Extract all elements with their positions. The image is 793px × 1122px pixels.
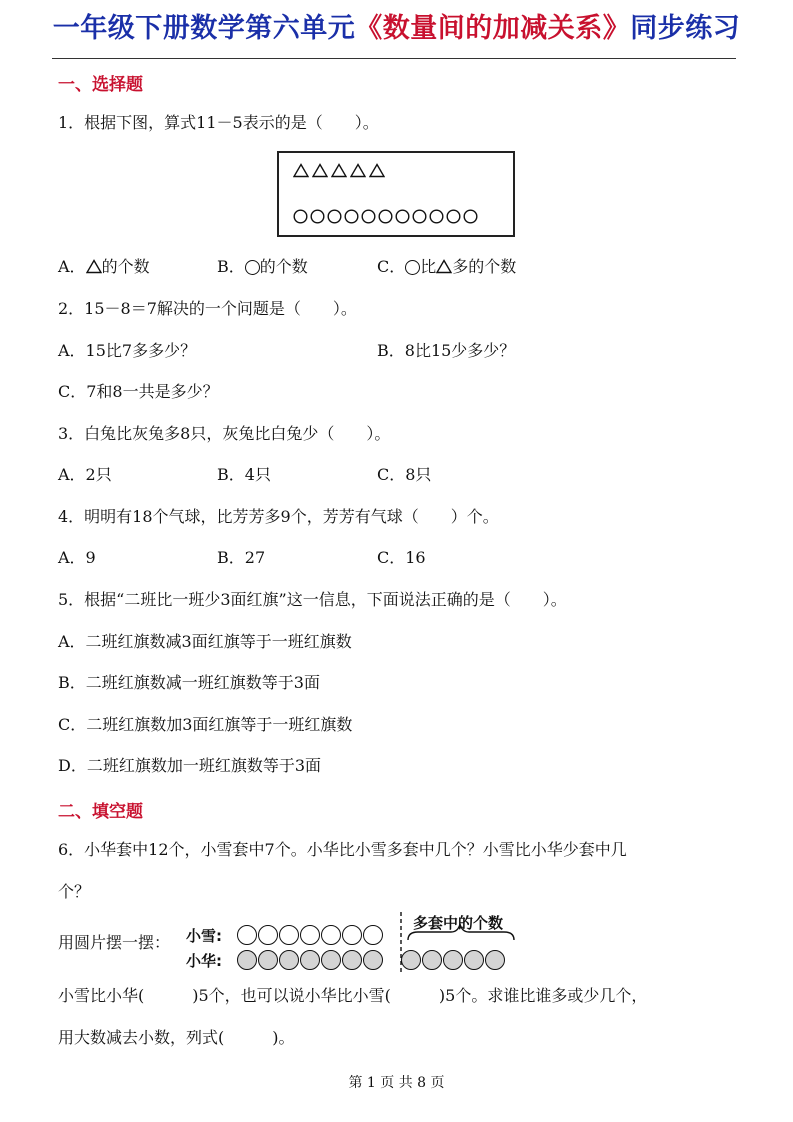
q4-option-c: C．16 (377, 548, 426, 567)
q1-figure (277, 151, 515, 237)
circle-icon (463, 209, 478, 224)
q1-c-text: 多的个数 (452, 257, 517, 276)
q1-b-text: 的个数 (259, 257, 308, 276)
q2-option-a: A．15比7多多少？ (58, 341, 197, 360)
q2-stem: 2．15－8＝7解决的一个问题是（ ）。 (58, 299, 357, 318)
circle-icon (429, 209, 444, 224)
q6-xiaoxue-circles (237, 925, 383, 945)
circle-icon (310, 209, 325, 224)
q1-circle-row (293, 209, 478, 224)
q3-option-c: C．8只 (377, 465, 432, 484)
disc-icon (363, 925, 383, 945)
q1-a-prefix: A． (58, 257, 86, 276)
q5-option-d: D．二班红旗数加一班红旗数等于3面 (58, 756, 322, 775)
q1-option-c (377, 256, 516, 278)
q4-option-b: B．27 (217, 548, 266, 567)
q1-b-prefix: B． (217, 257, 245, 276)
q1-triangle-row (293, 163, 385, 178)
q1-c-prefix: C． (377, 257, 406, 276)
q1-c-mid: 比 (420, 257, 437, 276)
disc-icon (258, 925, 278, 945)
triangle-icon (369, 163, 385, 178)
triangle-icon (350, 163, 366, 178)
q1-option-a (58, 256, 150, 278)
circle-icon (395, 209, 410, 224)
q6-stem-line2: 个？ (58, 882, 91, 901)
disc-icon (321, 950, 341, 970)
circle-icon (293, 209, 308, 224)
q6-diagram-label: 用圆片摆一摆： (58, 933, 171, 952)
triangle-icon (293, 163, 309, 178)
q2-option-b: B．8比15少多少？ (377, 341, 516, 360)
page-title (0, 6, 793, 45)
title-part-1: 一年级下册数学第六单元 (52, 13, 356, 44)
q6-brace-label: 多套中的个数 (413, 914, 504, 932)
circle-icon (378, 209, 393, 224)
circle-icon (446, 209, 461, 224)
q3-option-a: A．2只 (58, 465, 112, 484)
disc-icon (321, 925, 341, 945)
disc-icon (237, 950, 257, 970)
q1-a-text: 的个数 (101, 257, 150, 276)
section-choice-heading: 一、选择题 (58, 75, 143, 95)
disc-icon (300, 950, 320, 970)
q6-answer-line2: 用大数减去小数，列式( )。 (58, 1028, 295, 1047)
title-part-3: 同步练习 (630, 13, 741, 44)
disc-icon (237, 925, 257, 945)
q5-option-a: A．二班红旗数减3面红旗等于一班红旗数 (58, 632, 352, 651)
q6-stem-line1: 6．小华套中12个，小雪套中7个。小华比小雪多套中几个？小雪比小华少套中几 (58, 840, 627, 859)
triangle-icon (331, 163, 347, 178)
disc-icon (363, 950, 383, 970)
q1-stem: 1．根据下图，算式11－5表示的是（ ）。 (58, 113, 379, 132)
q5-option-c: C．二班红旗数加3面红旗等于一班红旗数 (58, 715, 353, 734)
q3-option-b: B．4只 (217, 465, 271, 484)
q4-stem: 4．明明有18个气球，比芳芳多9个，芳芳有气球（ ）个。 (58, 507, 499, 526)
q6-xiaohua-label: 小华: (186, 952, 222, 970)
title-divider (52, 58, 736, 59)
q2-option-c: C．7和8一共是多少？ (58, 382, 219, 401)
q6-xiaoxue-label: 小雪: (186, 927, 222, 945)
triangle-icon (436, 259, 452, 274)
q6-answer-line1: 小雪比小华( )5个，也可以说小华比小雪( )5个。求谁比谁多或少几个， (58, 986, 648, 1005)
disc-icon (279, 925, 299, 945)
page-footer: 第 1 页 共 8 页 (348, 1075, 445, 1091)
disc-icon (342, 925, 362, 945)
disc-icon (258, 950, 278, 970)
section-fill-heading: 二、填空题 (58, 802, 143, 822)
circle-icon (361, 209, 376, 224)
q3-stem: 3．白兔比灰兔多8只，灰兔比白兔少（ ）。 (58, 424, 391, 443)
disc-icon (342, 950, 362, 970)
circle-icon (327, 209, 342, 224)
q5-stem: 5．根据“二班比一班少3面红旗”这一信息，下面说法正确的是（ ）。 (58, 590, 567, 609)
triangle-icon (312, 163, 328, 178)
circle-icon (245, 260, 260, 275)
q5-option-b: B．二班红旗数减一班红旗数等于3面 (58, 673, 320, 692)
q4-option-a: A．9 (58, 548, 96, 567)
circle-icon (405, 260, 420, 275)
disc-icon (300, 925, 320, 945)
title-part-2: 《数量间的加减关系》 (355, 13, 631, 44)
circle-icon (412, 209, 427, 224)
triangle-icon (86, 259, 102, 274)
q1-option-b (217, 256, 308, 278)
circle-icon (344, 209, 359, 224)
disc-icon (279, 950, 299, 970)
